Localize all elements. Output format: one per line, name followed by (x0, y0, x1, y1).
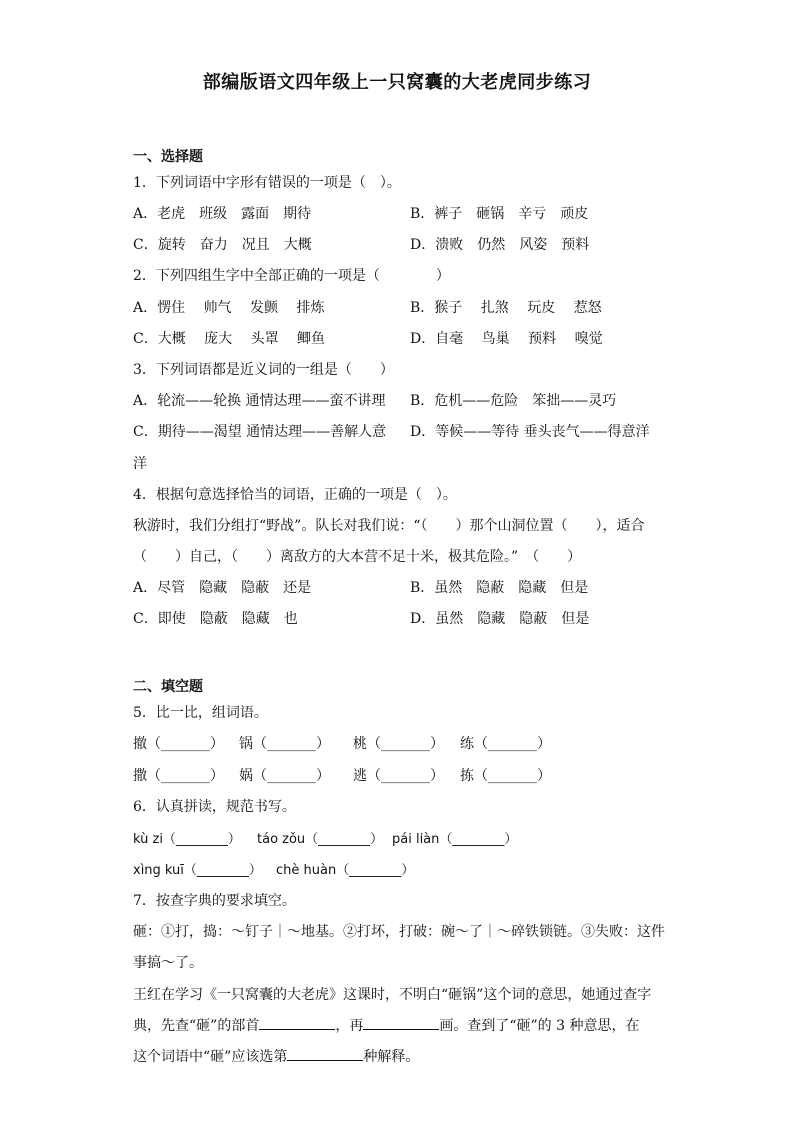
question-3-option-c: C．期待——渴望 通情达理——善解人意 (133, 424, 387, 440)
word-pair-item: 练（_______） (460, 736, 551, 752)
question-1-stem: 1．下列词语中字形有错误的一项是（ ）。 (133, 175, 401, 191)
question-1-option-d: D．溃败 仍然 风姿 预料 (410, 237, 590, 253)
question-4-option-a: A．尽管 隐藏 隐蔽 还是 (133, 580, 312, 596)
question-7-stem: 7．按查字典的要求填空。 (133, 893, 296, 909)
question-7-paragraph-line-1: 王红在学习《一只窝囊的大老虎》这课时，不明白“砸锅”这个词的意思，她通过查字 (133, 987, 652, 1003)
pinyin-item: pái liàn（________） (392, 832, 518, 847)
paragraph-text: 典，先查“砸”的部首 (133, 1018, 260, 1034)
stroke-count-answer-blank[interactable] (363, 1017, 439, 1030)
question-5-stem: 5．比一比，组词语。 (133, 705, 268, 721)
question-4-option-c: C．即使 隐蔽 隐藏 也 (133, 611, 298, 627)
question-3-option-b: B．危机——危险 笨拙——灵巧 (410, 393, 617, 409)
word-pair-item: 拣（_______） (460, 768, 551, 784)
pinyin-item: xìng kuī（________） (133, 863, 262, 878)
question-4-stem: 4．根据句意选择恰当的词语，正确的一项是（ ）。 (133, 487, 457, 503)
question-3-option-a: A．轮流——轮换 通情达理——蛮不讲理 (133, 393, 386, 409)
question-3-option-d-continuation: 洋 (133, 456, 147, 472)
question-7-paragraph-line-3 (133, 1046, 419, 1066)
paragraph-text: 种解释。 (363, 1049, 420, 1065)
question-2-option-a: A．愣住 帅气 发颤 排炼 (133, 300, 325, 316)
meaning-number-answer-blank[interactable] (287, 1048, 363, 1061)
word-pair-item: 撤（_______） (133, 736, 224, 752)
question-3-stem: 3．下列词语都是近义词的一组是（ ） (133, 362, 394, 378)
pinyin-item: táo zǒu（________） (257, 832, 384, 847)
dictionary-definition-line-2: 事搞～了。 (133, 955, 203, 971)
paragraph-text: ，再 (335, 1018, 364, 1034)
word-pair-item: 桃（_______） (353, 736, 444, 752)
question-6-stem: 6．认真拼读，规范书写。 (133, 799, 296, 815)
word-pair-item: 撒（_______） (133, 768, 224, 784)
question-4-passage-line-1: 秋游时，我们分组打“野战”。队长对我们说：“（ ）那个山洞位置（ ），适合 (133, 518, 645, 534)
pinyin-item: kù zi（________） (133, 832, 241, 847)
question-1-option-b: B．裤子 砸锅 辛亏 顽皮 (410, 206, 589, 222)
pinyin-item: chè huàn（________） (276, 863, 415, 878)
question-2-option-d: D．自毫 鸟巢 预料 嗅觉 (410, 331, 603, 347)
question-2-stem: 2．下列四组生字中全部正确的一项是（ ） (133, 268, 450, 284)
word-pair-item: 娲（_______） (239, 768, 330, 784)
radical-answer-blank[interactable] (259, 1017, 335, 1030)
question-2-option-c: C．大概 庞大 头罩 鲫鱼 (133, 331, 326, 347)
paragraph-text: 这个词语中“砸”应该选第 (133, 1049, 288, 1065)
question-2-option-b: B．猴子 扎煞 玩皮 惹怒 (410, 300, 602, 316)
question-4-option-d: D．虽然 隐藏 隐蔽 但是 (410, 611, 590, 627)
question-4-option-b: B．虽然 隐蔽 隐藏 但是 (410, 580, 589, 596)
question-4-passage-line-2: （ ）自己，（ ）离敌方的大本营不足十米，极其危险。” （ ） (133, 549, 582, 565)
section-heading-choice: 一、选择题 (133, 149, 203, 165)
word-pair-item: 锅（_______） (239, 736, 330, 752)
word-pair-item: 逃（_______） (353, 768, 444, 784)
paragraph-text: 画。查到了“砸”的 3 种意思，在 (439, 1018, 640, 1034)
question-7-paragraph-line-2 (133, 1015, 639, 1035)
dictionary-definition-line-1: 砸：①打，捣：～钉子｜～地基。②打坏，打破：碗～了｜～碎铁锁链。③失败：这件 (133, 924, 665, 940)
section-heading-fill: 二、填空题 (133, 679, 203, 695)
page-title: 部编版语文四年级上一只窝囊的大老虎同步练习 (202, 72, 592, 93)
question-3-option-d: D．等候——等待 垂头丧气——得意洋 (410, 424, 650, 440)
question-1-option-c: C．旋转 奋力 况且 大概 (133, 237, 312, 253)
question-1-option-a: A．老虎 班级 露面 期待 (133, 206, 312, 222)
